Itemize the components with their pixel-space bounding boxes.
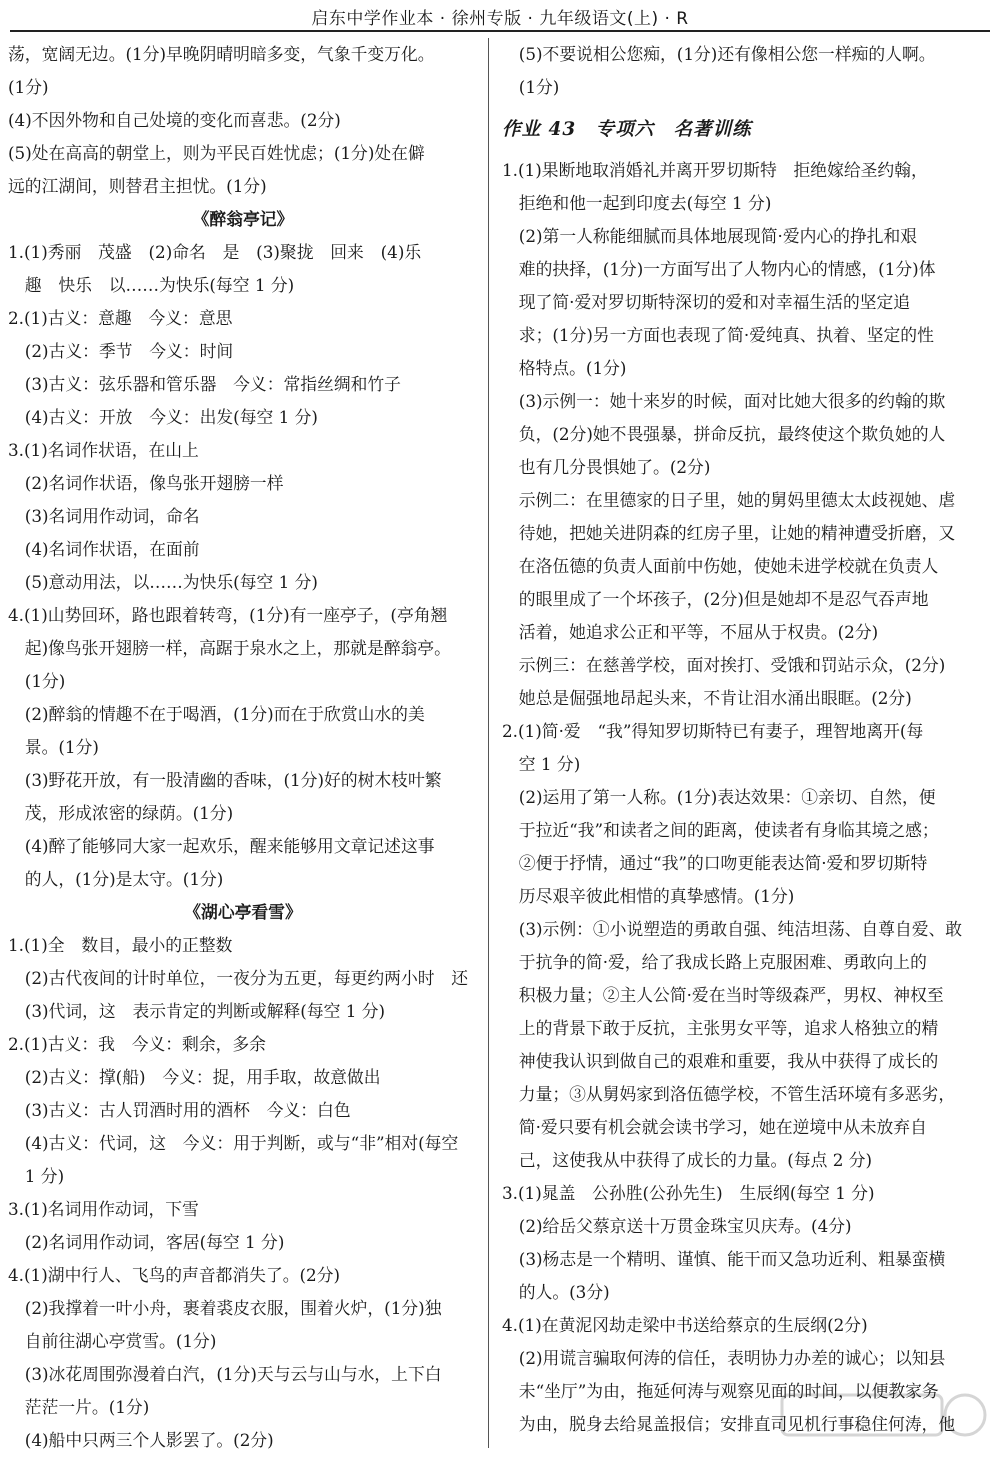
text-line: (3)名词用作动词，命名 [8, 506, 200, 526]
section-title: 《湖心亭看雪》 [184, 902, 302, 922]
text-line: 求；(1分)另一方面也表现了简·爱纯真、执着、坚定的性 [502, 325, 934, 345]
text-line: 茂，形成浓密的绿荫。(1分) [8, 803, 234, 823]
text-line: (1分) [8, 671, 66, 691]
header-rule [10, 30, 990, 32]
text-line: ②便于抒情，通过“我”的口吻更能表达简·爱和罗切斯特 [502, 853, 928, 873]
text-line: 1.(1)秀丽 茂盛 (2)命名 是 (3)聚拢 回来 (4)乐 [8, 242, 422, 262]
text-line: (2)第一人称能细腻而具体地展现简·爱内心的挣扎和艰 [502, 226, 918, 246]
text-line: (2)运用了第一人称。(1分)表达效果：①亲切、自然，便 [502, 787, 936, 807]
text-line: (4)醉了能够同大家一起欢乐，醒来能够用文章记述这事 [8, 836, 435, 856]
text-line: 格特点。(1分) [502, 358, 627, 378]
text-line: (2)给岳父蔡京送十万贯金珠宝贝庆寿。(4分) [502, 1216, 852, 1236]
text-line: (2)醉翁的情趣不在于喝酒，(1分)而在于欣赏山水的美 [8, 704, 425, 724]
text-line: (2)名词作状语，像鸟张开翅膀一样 [8, 473, 284, 493]
text-line: 历尽艰辛彼此相惜的真挚感情。(1分) [502, 886, 795, 906]
text-line: (3)野花开放，有一股清幽的香味，(1分)好的树木枝叶繁 [8, 770, 442, 790]
text-line: (2)古义：撑(船) 今义：捉，用手取，故意做出 [8, 1067, 381, 1087]
text-line: 空 1 分) [502, 754, 581, 774]
text-line: 也有几分畏惧她了。(2分) [502, 457, 711, 477]
left-column [8, 38, 478, 1457]
text-line: (1分) [8, 77, 49, 97]
text-line: 的人，(1分)是太守。(1分) [8, 869, 224, 889]
text-line: (3)古义：弦乐器和管乐器 今义：常指丝绸和竹子 [8, 374, 401, 394]
text-line: 为由，脱身去给晁盖报信；安排直司见机行事稳住何涛，他 [502, 1414, 956, 1434]
header-title: 启东中学作业本 · 徐州专版 · 九年级语文(上) · R [311, 9, 689, 29]
text-line: 在洛伍德的负责人面前中伤她，使她未进学校就在负责人 [502, 556, 939, 576]
text-line: (2)我撑着一叶小舟，裹着裘皮衣服，围着火炉，(1分)独 [8, 1298, 442, 1318]
text-line: 4.(1)湖中行人、飞鸟的声音都消失了。(2分) [8, 1265, 341, 1285]
text-line: 4.(1)在黄泥冈劫走梁中书送给蔡京的生辰纲(2分) [502, 1315, 868, 1335]
text-line: 自前往湖心亭赏雪。(1分) [8, 1331, 217, 1351]
text-line: 2.(1)简·爱 “我”得知罗切斯特已有妻子，理智地离开(每 [502, 721, 924, 741]
text-line: 趣 快乐 以……为快乐(每空 1 分) [8, 275, 295, 295]
text-line: (3)示例：①小说塑造的勇敢自强、纯洁坦荡、自尊自爱、敢 [502, 919, 963, 939]
text-line: 于抗争的简·爱，给了我成长路上克服困难、勇敢向上的 [502, 952, 927, 972]
text-line: (4)船中只两三个人影罢了。(2分) [8, 1430, 274, 1450]
text-line: 2.(1)古义：我 今义：剩余，多余 [8, 1034, 266, 1054]
text-line: (5)处在高高的朝堂上，则为平民百姓忧虑；(1分)处在僻 [8, 143, 425, 163]
text-line: 1.(1)果断地取消婚礼并离开罗切斯特 拒绝嫁给圣约翰， [502, 160, 928, 180]
text-line: (2)古代夜间的计时单位，一夜分为五更，每更约两小时 还 [8, 968, 469, 988]
page-header [0, 0, 1000, 36]
text-line: 己，这使我从中获得了成长的力量。(每点 2 分) [502, 1150, 873, 1170]
text-line: 她总是倔强地昂起头来，不肯让泪水涌出眼眶。(2分) [502, 688, 912, 708]
text-line: (3)示例一：她十来岁的时候，面对比她大很多的约翰的欺 [502, 391, 946, 411]
text-line: 未“坐厅”为由，拖延何涛与观察见面的时间，以便教家务 [502, 1381, 939, 1401]
column-divider [488, 38, 489, 1448]
text-line: 难的抉择，(1分)一方面写出了人物内心的情感，(1分)体 [502, 259, 936, 279]
text-line: 负，(2分)她不畏强暴，拼命反抗，最终使这个欺负她的人 [502, 424, 946, 444]
text-line: (5)不要说相公您痴，(1分)还有像相公您一样痴的人啊。 [502, 44, 936, 64]
text-line: 待她，把她关进阴森的红房子里，让她的精神遭受折磨，又 [502, 523, 956, 543]
homework-heading: 作业 43 专项六 名著训练 [502, 119, 752, 140]
text-line: (3)古义：古人罚酒时用的酒杯 今义：白色 [8, 1100, 351, 1120]
text-line: 景。(1分) [8, 737, 99, 757]
right-column [502, 38, 990, 1441]
text-line: (4)古义：代词，这 今义：用于判断，或与“非”相对(每空 [8, 1133, 459, 1153]
text-line: 示例二：在里德家的日子里，她的舅妈里德太太歧视她、虐 [502, 490, 956, 510]
text-line: 于拉近“我”和读者之间的距离，使读者有身临其境之感； [502, 820, 939, 840]
text-line: 2.(1)古义：意趣 今义：意思 [8, 308, 233, 328]
text-line: 3.(1)名词用作动词，下雪 [8, 1199, 199, 1219]
text-line: (3)代词，这 表示肯定的判断或解释(每空 1 分) [8, 1001, 386, 1021]
text-line: (2)名词用作动词，客居(每空 1 分) [8, 1232, 285, 1252]
text-line: 积极力量；②主人公简·爱在当时等级森严，男权、神权至 [502, 985, 944, 1005]
watermark-stamp [780, 1391, 990, 1441]
text-line: 上的背景下敢于反抗，主张男女平等，追求人格独立的精 [502, 1018, 939, 1038]
text-line: 荡，宽阔无边。(1分)早晚阴晴明暗多变，气象千变万化。 [8, 44, 435, 64]
text-line: 的眼里成了一个坏孩子，(2分)但是她却不是忍气吞声地 [502, 589, 929, 609]
text-line: (2)用谎言骗取何涛的信任，表明协力办差的诚心；以知县 [502, 1348, 946, 1368]
text-line: 4.(1)山势回环，路也跟着转弯，(1分)有一座亭子，(亭角翘 [8, 605, 448, 625]
text-line: 3.(1)晁盖 公孙胜(公孙先生) 生辰纲(每空 1 分) [502, 1183, 875, 1203]
text-line: (4)不因外物和自己处境的变化而喜悲。(2分) [8, 110, 341, 130]
text-line: 起)像鸟张开翅膀一样，高踞于泉水之上，那就是醉翁亭。 [8, 638, 451, 658]
text-line: (4)古义：开放 今义：出发(每空 1 分) [8, 407, 318, 427]
text-line: 活着，她追求公正和平等，不屈从于权贵。(2分) [502, 622, 879, 642]
text-line: 1 分) [8, 1166, 65, 1186]
text-line: 力量；③从舅妈家到洛伍德学校，不管生活环境有多恶劣， [502, 1084, 956, 1104]
text-line: (2)古义：季节 今义：时间 [8, 341, 234, 361]
text-line: 现了简·爱对罗切斯特深切的爱和对幸福生活的坚定追 [502, 292, 911, 312]
text-line: (1分) [502, 77, 560, 97]
text-line: 简·爱只要有机会就会读书学习，她在逆境中从未放弃自 [502, 1117, 927, 1137]
text-line: 远的江湖间，则替君主担忧。(1分) [8, 176, 267, 196]
text-line: 神使我认识到做自己的艰难和重要，我从中获得了成长的 [502, 1051, 939, 1071]
text-line: 示例三：在慈善学校，面对挨打、受饿和罚站示众，(2分) [502, 655, 946, 675]
section-title: 《醉翁亭记》 [192, 209, 294, 229]
text-line: 茫茫一片。(1分) [8, 1397, 150, 1417]
text-line: (5)意动用法，以……为快乐(每空 1 分) [8, 572, 318, 592]
text-line: 的人。(3分) [502, 1282, 610, 1302]
text-line: (3)杨志是一个精明、谨慎、能干而又急功近利、粗暴蛮横 [502, 1249, 946, 1269]
text-line: 3.(1)名词作状语，在山上 [8, 440, 199, 460]
text-line: (4)名词作状语，在面前 [8, 539, 200, 559]
text-line: 拒绝和他一起到印度去(每空 1 分) [502, 193, 772, 213]
text-line: (3)冰花周围弥漫着白汽，(1分)天与云与山与水，上下白 [8, 1364, 442, 1384]
text-line: 1.(1)全 数目，最小的正整数 [8, 935, 233, 955]
